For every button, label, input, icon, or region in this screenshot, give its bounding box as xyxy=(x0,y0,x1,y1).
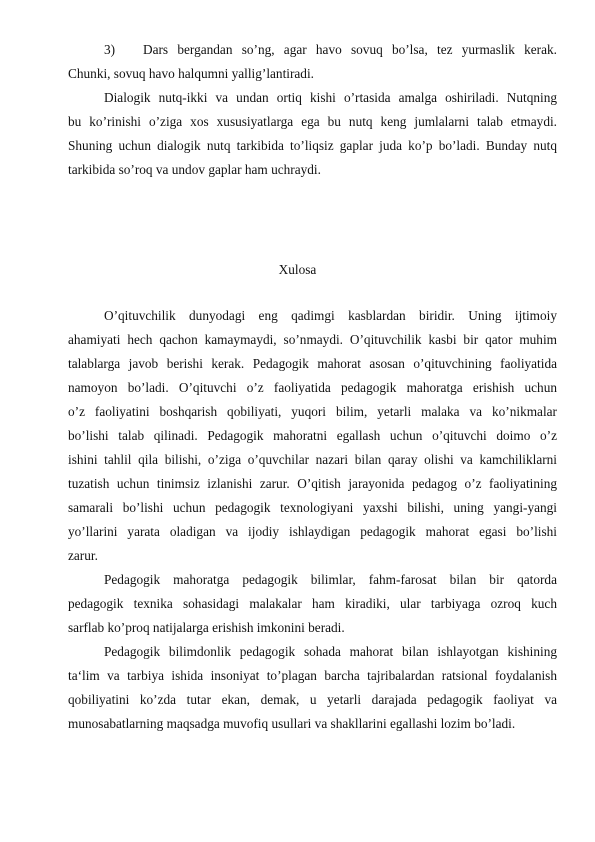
list-item-text: Chunki, sovuq havo halqumni yallig’lantiradi. xyxy=(68,66,314,81)
paragraph-line: talablarga javob berishi kerak. Pedagogik mahorat asosan o’qituvchining faoliyatida xyxy=(68,356,557,371)
paragraph-line: qobiliyatini ko’zda tutar ekan, demak, u yetarli darajada pedagogik faoliyat va xyxy=(68,692,557,707)
paragraph-line: bo’lishi talab qilinadi. Pedagogik mahoratni egallash uchun o’qituvchi doimo o’z xyxy=(68,428,557,443)
paragraph-line: tarkibida so’roq va undov gaplar ham uchraydi. xyxy=(68,162,321,177)
paragraph-line: munosabatlarning maqsadga muvofiq usullari va shakllarini egallashi lozim bo’ladi. xyxy=(68,716,516,731)
paragraph-line: Shuning uchun dialogik nutq tarkibida to’liqsiz gaplar juda ko’p bo’ladi. Bunday nutq xyxy=(68,138,557,153)
paragraph-line: samarali bo’lishi uchun pedagogik texnologiyani yaxshi bilishi, uning yangi-yangi xyxy=(68,500,557,515)
paragraph-line: bu ko’rinishi o’ziga xos xususiyatlarga ega bu nutq keng jumlalarni talab etmaydi. xyxy=(68,114,557,129)
paragraph-line: Dialogik nutq-ikki va undan ortiq kishi o’rtasida amalga oshiriladi. Nutqning xyxy=(104,90,557,105)
section-heading: Xulosa xyxy=(278,262,317,277)
paragraph-line: o’z faoliyatini boshqarish qobiliyati, yuqori bilim, yetarli malaka va ko’nikmalar xyxy=(68,404,557,419)
paragraph-line: Pedagogik mahoratga pedagogik bilimlar, fahm-farosat bilan bir qatorda xyxy=(104,572,557,587)
paragraph-line: zarur. xyxy=(68,548,98,563)
paragraph-line: yo’llarini yarata oladigan va ijodiy ishlaydigan pedagogik mahorat egasi bo’lishi xyxy=(68,524,557,539)
paragraph-line: ishini tahlil qila bilishi, o’ziga o’quvchilar nazari bilan qaray olishi va kamchiliklarni xyxy=(68,452,557,467)
paragraph-line: Pedagogik bilimdonlik pedagogik sohada mahorat bilan ishlayotgan kishining xyxy=(104,644,557,659)
paragraph-line: O’qituvchilik dunyodagi eng qadimgi kasblardan biridir. Uning ijtimoiy xyxy=(104,308,557,323)
paragraph-line: namoyon bo’ladi. O’qituvchi o’z faoliyatida pedagogik mahoratga erishish uchun xyxy=(68,380,557,395)
paragraph-line: tuzatish uchun tinimsiz izlanishi zarur. O’qitish jarayonida pedagog o’z faoliyatining xyxy=(68,476,557,491)
paragraph-line: pedagogik texnika sohasidagi malakalar ham kiradiki, ular tarbiyaga ozroq kuch xyxy=(68,596,557,611)
paragraph-line: ta‘lim va tarbiya ishida insoniyat to’plagan barcha tajribalardan ratsional foydalanish xyxy=(68,668,557,683)
paragraph-line: sarflab ko’proq natijalarga erishish imkonini beradi. xyxy=(68,620,345,635)
list-number: 3) xyxy=(104,42,116,57)
paragraph-line: ahamiyati hech qachon kamaymaydi, so’nmaydi. O’qituvchilik kasbi bir qator muhim xyxy=(68,332,557,347)
list-item-text: Dars bergandan so’ng, agar havo sovuq bo’lsa, tez yurmaslik kerak. xyxy=(143,42,557,57)
